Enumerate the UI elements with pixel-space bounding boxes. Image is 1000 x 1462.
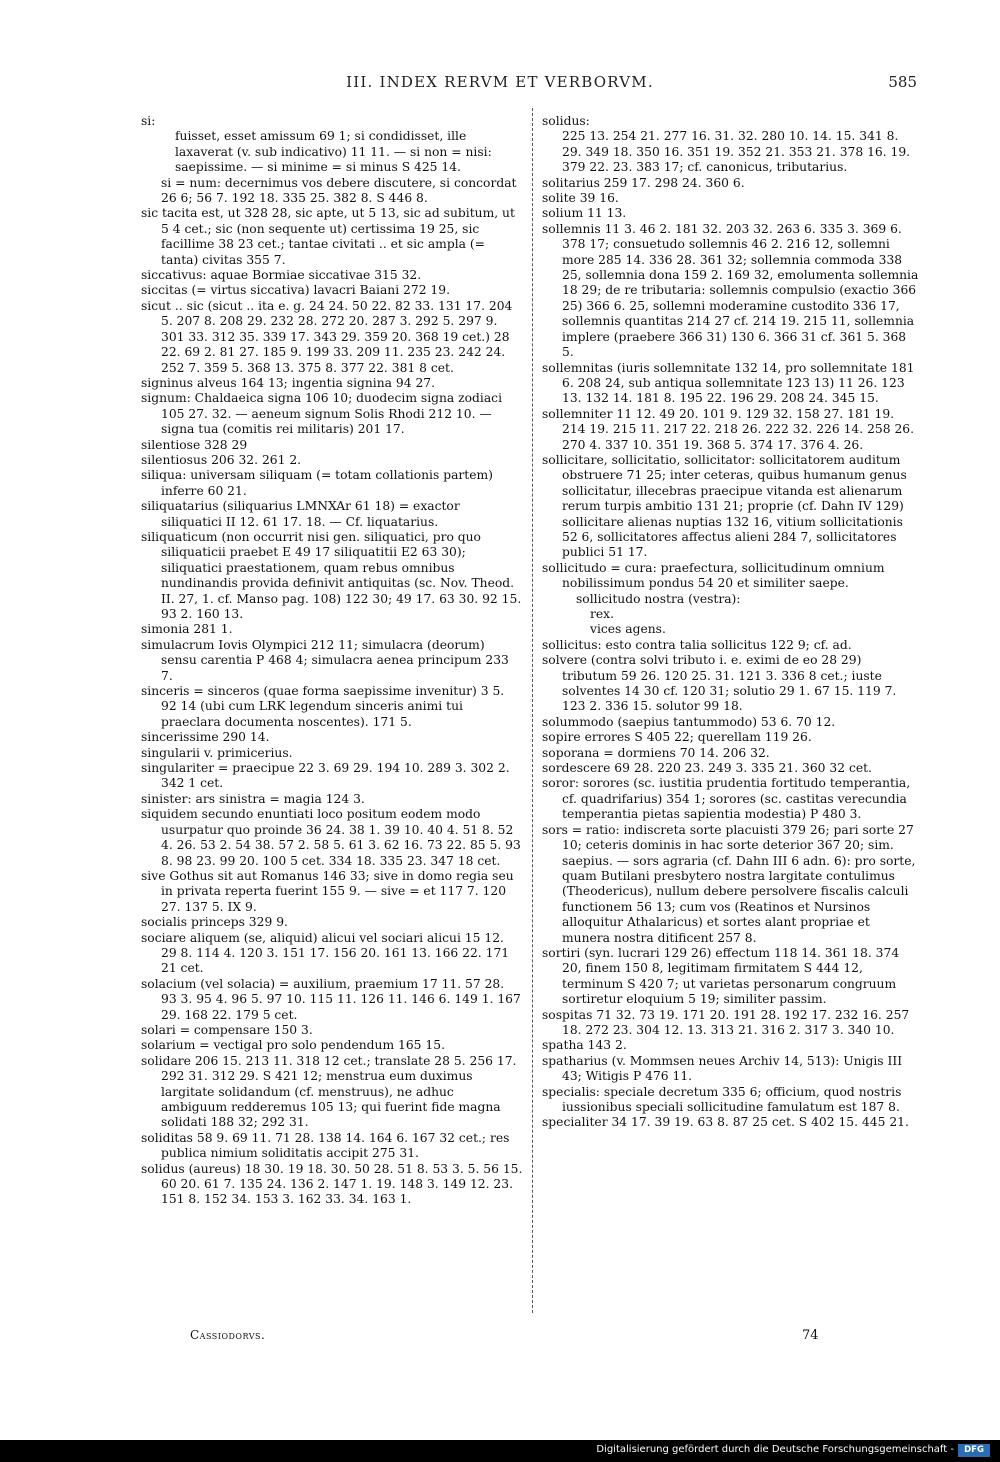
index-entry: signinus alveus 164 13; ingentia signina 94 27. bbox=[141, 375, 436, 390]
footer-signature: 74 bbox=[802, 1328, 819, 1343]
index-entry: sordescere 69 28. 220 23. 249 3. 335 21. 360 32 cet. bbox=[542, 761, 872, 776]
index-entry: sive Gothus sit aut Romanus 146 33; sive in domo regia seu in privata reperta fuerint 155 9. — sive = et 117 7. 120 27. 137 5. IX 9. bbox=[141, 868, 514, 914]
index-entry: si: bbox=[141, 114, 156, 128]
index-entry: sopire errores S 405 22; querellam 119 26. bbox=[542, 730, 812, 745]
index-entry: sollicitare, sollicitatio, sollicitator: sollicitatorem auditum obstruere 71 25; inter ceteras, quibus humanum genus sollicitatur, illecebras praecipue vitanda est alienarum rerum turpis ambitio 131 21; proprie (cf. Dahn IV 129) sollicitare alienas nuptias 132 16, vitium sollicitationis 52 6, sollicitatores affectus alieni 284 7, sollicitatores publici 51 17. bbox=[542, 452, 907, 560]
index-entry: si = num: decernimus vos debere discutere, si concordat 26 6; 56 7. 192 18. 335 25. 382 8. S 446 8. bbox=[161, 175, 517, 206]
index-entry: rex. bbox=[590, 607, 614, 621]
index-entry: sollemniter 11 12. 49 20. 101 9. 129 32. 158 27. 181 19. 214 19. 215 11. 217 22. 218 26. 222 32. 226 14. 258 26. 270 4. 337 10. 351 19. 368 5. 374 17. 376 4. 26. bbox=[542, 406, 915, 452]
index-entry: solarium = vectigal pro solo pendendum 165 15. bbox=[141, 1038, 445, 1053]
dfg-banner-text: Digitalisierung gefördert durch die Deutsche Forschungsgemeinschaft - bbox=[596, 1444, 954, 1455]
index-entry: fuisset, esset amissum 69 1; si condidisset, ille laxaverat (v. sub indicativo) 11 11. — si non = nisi: saepissime. — si minime = si minus S 425 14. bbox=[175, 129, 492, 175]
index-entry: sollemnitas (iuris sollemnitate 132 14, pro sollemnitate 181 6. 208 24, sub antiqua sollemnitate 123 13) 11 26. 123 13. 132 14. 181 8. 195 22. 196 29. 208 24. 345 15. bbox=[542, 360, 915, 406]
dfg-logo: DFG bbox=[958, 1444, 990, 1457]
index-entry: signum: Chaldaeica signa 106 10; duodecim signa zodiaci 105 27. 32. — aeneum signum Solis Rhodi 212 10. — signa tua (comitis rei militaris) 201 17. bbox=[141, 391, 502, 437]
index-entry: solacium (vel solacia) = auxilium, praemium 17 11. 57 28. 93 3. 95 4. 96 5. 97 10. 115 11. 126 11. 146 6. 149 1. 167 29. 168 22. 179 5 cet. bbox=[141, 976, 521, 1022]
index-entry: solium 11 13. bbox=[542, 206, 627, 221]
index-entry: sollicitudo nostra (vestra): bbox=[576, 591, 741, 606]
index-entry: socialis princeps 329 9. bbox=[141, 915, 288, 930]
index-entry: solidare 206 15. 213 11. 318 12 cet.; translate 28 5. 256 17. 292 31. 312 29. S 421 12; menstrua eum duximus largitate solidandum (cf. menstruus), ne adhuc ambiguum redderemus 105 13; qui fuerint fide magna solidati 188 32; 292 31. bbox=[141, 1053, 517, 1130]
index-entry: vices agens. bbox=[590, 622, 666, 637]
index-entry: solidus: bbox=[542, 114, 590, 128]
index-entry: siccativus: aquae Bormiae siccativae 315 32. bbox=[141, 268, 422, 283]
index-entry: siccitas (= virtus siccativa) lavacri Baiani 272 19. bbox=[141, 283, 450, 298]
index-entry: sortiri (syn. lucrari 129 26) effectum 118 14. 361 18. 374 20, finem 150 8, legitimam firmitatem S 444 12, terminum S 420 7; ut varietas personarum congruum sortiretur eloquium 5 19; similiter passim. bbox=[542, 945, 900, 1007]
index-entry: spatha 143 2. bbox=[542, 1038, 627, 1053]
index-entry: solite 39 16. bbox=[542, 191, 619, 206]
index-entry: siquidem secundo enuntiati loco positum eodem modo usurpatur quo proinde 36 24. 38 1. 39 10. 40 4. 51 8. 52 4. 26. 53 2. 54 38. 57 2. 58 5. 61 3. 62 16. 73 22. 85 5. 93 8. 98 23. 99 20. 100 5 cet. 334 18. 335 23. 347 18 cet. bbox=[141, 807, 521, 868]
index-entry: solvere (contra solvi tributo i. e. eximi de eo 28 29) tributum 59 26. 120 25. 31. 121 3. 336 8 cet.; iuste solventes 14 30 cf. 120 31; solutio 29 1. 67 15. 119 7. 123 2. 336 15. solutor 99 18. bbox=[542, 653, 897, 714]
index-entry: silentiosus 206 32. 261 2. bbox=[141, 452, 302, 467]
running-head: III. INDEX RERVM ET VERBORVM. bbox=[346, 73, 654, 91]
index-entry: siliquaticum (non occurrit nisi gen. siliquatici, pro quo siliquaticii praebet E 49 17 siliquatitii E2 63 30); siliquatici praestationem, quam rebus omnibus nundinandis provida definivit antiquitas (sc. Nov. Theod. II. 27, 1. cf. Manso pag. 108) 122 30; 49 17. 63 30. 92 15. 93 2. 160 13. bbox=[141, 529, 522, 621]
index-entry: spatharius (v. Mommsen neues Archiv 14, 513): Unigis III 43; Witigis P 476 11. bbox=[542, 1053, 903, 1084]
index-entry: sors = ratio: indiscreta sorte placuisti 379 26; pari sorte 27 10; ceteris dominis in hac sorte deterior 367 20; sim. saepius. — sors agraria (cf. Dahn III 6 adn. 6): pro sorte, quam Butilani presbytero nostra largitate contulimus (Theodericus), nullum debere persolvere fiscalis calculi functionem 56 13; cum vos (Reatinos et Nursinos alloquitur Athalaricus) et sortes alant propriae et munera nostra ditificent 257 8. bbox=[542, 822, 916, 945]
index-entry: sollicitus: esto contra talia sollicitus 122 9; cf. ad. bbox=[542, 637, 852, 652]
index-entry: sociare aliquem (se, aliquid) alicui vel sociari alicui 15 12. 29 8. 114 4. 120 3. 151 17. 156 20. 161 13. 166 22. 171 21 cet. bbox=[141, 930, 510, 976]
index-entry: singulariter = praecipue 22 3. 69 29. 194 10. 289 3. 302 2. 342 1 cet. bbox=[141, 761, 510, 791]
index-column-right bbox=[542, 114, 920, 1314]
index-entry: sospitas 71 32. 73 19. 171 20. 191 28. 192 17. 232 16. 257 18. 272 23. 304 12. 13. 313 21. 316 2. 317 3. 340 10. bbox=[542, 1007, 910, 1037]
index-entry: solummodo (saepius tantummodo) 53 6. 70 12. bbox=[542, 714, 836, 729]
dfg-banner bbox=[0, 1440, 1000, 1462]
index-entry: simonia 281 1. bbox=[141, 622, 233, 637]
footer-author: Cassiodorvs. bbox=[190, 1328, 266, 1342]
index-entry: sicut .. sic (sicut .. ita e. g. 24 24. 50 22. 82 33. 131 17. 204 5. 207 8. 208 29. 232 28. 272 20. 287 3. 292 5. 297 9. 301 33. 312 35. 339 17. 343 29. 359 20. 368 19 cet.) 28 22. 69 2. 81 27. 185 9. 199 33. 209 11. 235 23. 242 24. 252 7. 359 5. 368 13. 375 8. 377 22. 381 8 cet. bbox=[141, 298, 513, 375]
index-entry: soporana = dormiens 70 14. 206 32. bbox=[542, 745, 770, 760]
page-number: 585 bbox=[888, 73, 917, 91]
column-divider bbox=[532, 108, 533, 1313]
index-entry: sinceris = sinceros (quae forma saepissime invenitur) 3 5. 92 14 (ubi cum LRK legendum sinceris animi tui praeclara documenta noscentes). 171 5. bbox=[141, 684, 505, 729]
index-entry: sollemnis 11 3. 46 2. 181 32. 203 32. 263 6. 335 3. 369 6. 378 17; consuetudo sollemnis 46 2. 216 12, sollemni more 285 14. 336 28. 361 32; sollemnia commoda 338 25, sollemnia dona 159 2. 169 32, emolumenta sollemnia 18 29; de re tributaria: sollemnis compulsio (exactio 366 25) 366 6. 25, sollemni moderamine custodito 336 17, sollemnis quantitas 214 27 cf. 214 19. 215 11, sollemnia implere (praebere 366 31) 130 6. 366 31 cf. 361 5. 368 5. bbox=[542, 221, 919, 360]
index-entry: 225 13. 254 21. 277 16. 31. 32. 280 10. 14. 15. 341 8. 29. 349 18. 350 16. 351 19. 352 21. 353 21. 378 16. 19. 379 22. 23. 383 17; cf. canonicus, tributarius. bbox=[562, 129, 911, 175]
index-entry: specialis: speciale decretum 335 6; officium, quod nostris iussionibus speciali sollicitudine famulatum est 187 8. bbox=[542, 1084, 902, 1114]
index-entry: sic tacita est, ut 328 28, sic apte, ut 5 13, sic ad subitum, ut 5 4 cet.; sic (non sequente ut) certissima 19 25, sic facillime 38 23 cet.; tantae civitati .. et sic ampla (= tanta) civitas 355 7. bbox=[141, 206, 515, 267]
index-entry: simulacrum Iovis Olympici 212 11; simulacra (deorum) sensu carentia P 468 4; simulacra aenea principum 233 7. bbox=[141, 637, 509, 683]
index-entry: singularii v. primicerius. bbox=[141, 745, 293, 760]
index-entry: solidus (aureus) 18 30. 19 18. 30. 50 28. 51 8. 53 3. 5. 56 15. 60 20. 61 7. 135 24. 136 2. 147 1. 19. 148 3. 149 12. 23. 151 8. 152 34. 153 3. 162 33. 34. 163 1. bbox=[141, 1161, 523, 1207]
index-entry: siliquatarius (siliquarius LMNXAr 61 18) = exactor siliquatici II 12. 61 17. 18. — Cf. liquatarius. bbox=[141, 499, 460, 529]
index-entry: sincerissime 290 14. bbox=[141, 730, 270, 745]
index-entry: solari = compensare 150 3. bbox=[141, 1022, 313, 1037]
index-entry: soliditas 58 9. 69 11. 71 28. 138 14. 164 6. 167 32 cet.; res publica nimium soliditatis accipit 275 31. bbox=[141, 1130, 510, 1161]
index-entry: specialiter 34 17. 39 19. 63 8. 87 25 cet. S 402 15. 445 21. bbox=[542, 1115, 909, 1130]
index-entry: soror: sorores (sc. iustitia prudentia fortitudo temperantia, cf. quadrifarius) 354 1; sorores (sc. castitas verecundia temperantia pietas sapientia modestia) P 480 3. bbox=[542, 776, 911, 822]
index-entry: solitarius 259 17. 298 24. 360 6. bbox=[542, 175, 745, 190]
index-entry: siliqua: universam siliquam (= totam collationis partem) inferre 60 21. bbox=[141, 468, 493, 498]
index-entry: sinister: ars sinistra = magia 124 3. bbox=[141, 791, 365, 806]
index-entry: sollicitudo = cura: praefectura, sollicitudinum omnium nobilissimum pondus 54 20 et similiter saepe. bbox=[542, 560, 885, 591]
index-column-left bbox=[141, 114, 523, 1314]
index-entry: silentiose 328 29 bbox=[141, 437, 248, 452]
